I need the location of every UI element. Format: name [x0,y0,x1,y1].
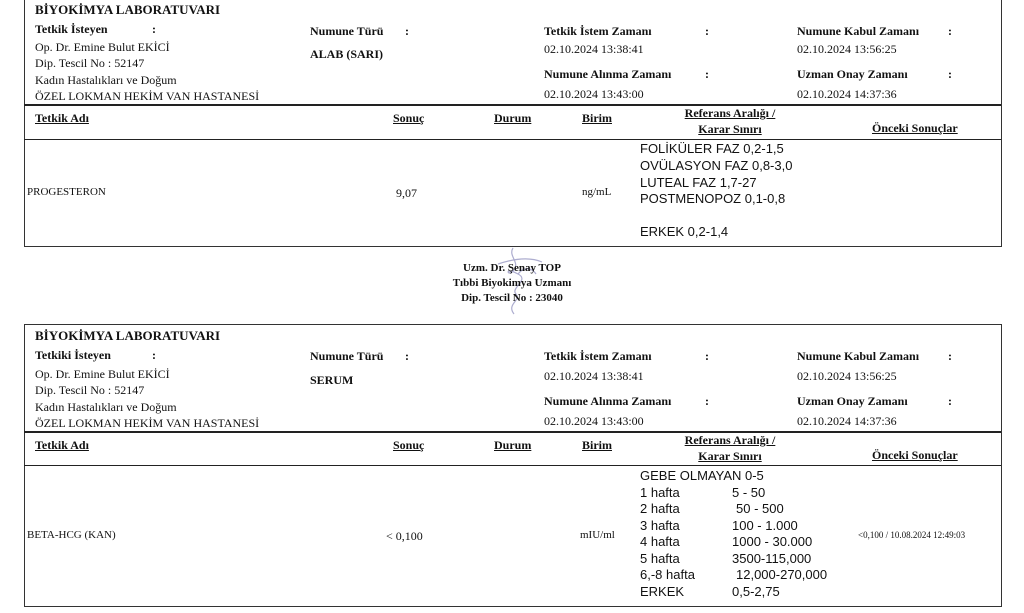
sample-type-label: Numune Türü [310,349,384,363]
approval-time-colon: : [948,67,952,81]
request-time-label: Tetkik İstem Zamanı [544,349,652,363]
request-time-colon: : [705,24,709,38]
row-previous: <0,100 / 10.08.2024 12:49:03 [858,530,966,540]
reference-range: 5 - 50 [732,485,766,500]
columns-divider [24,139,1001,140]
reference-range: 100 - 1.000 [732,518,798,533]
collection-time: 02.10.2024 13:43:00 [544,414,644,428]
col-result: Sonuç [393,111,425,125]
col-result: Sonuç [393,438,425,452]
reference-line: OVÜLASYON FAZ 0,8-3,0 [640,158,793,173]
header-divider [24,431,1001,433]
col-test-name: Tetkik Adı [35,438,89,452]
col-previous: Önceki Sonuçlar [872,121,958,135]
row-test-name: PROGESTERON [27,186,106,198]
reference-week: ERKEK [640,584,685,599]
reference-week: 6,-8 hafta [640,567,695,582]
acceptance-time-colon: : [948,349,952,363]
hospital: ÖZEL LOKMAN HEKİM VAN HASTANESİ [35,416,260,430]
request-time-colon: : [705,349,709,363]
collection-time-label: Numune Alınma Zamanı [544,67,672,81]
request-time: 02.10.2024 13:38:41 [544,369,644,383]
row-test-name: BETA-HCG (KAN) [27,529,116,541]
hospital: ÖZEL LOKMAN HEKİM VAN HASTANESİ [35,89,260,103]
reference-range: 3500-115,000 [732,551,812,566]
acceptance-time-label: Numune Kabul Zamanı [797,24,920,38]
col-unit: Birim [582,438,612,452]
reference-week: 1 hafta [640,485,680,500]
collection-time: 02.10.2024 13:43:00 [544,87,644,101]
reference-line: FOLİKÜLER FAZ 0,2-1,5 [640,141,784,156]
doctor-name: Op. Dr. Emine Bulut EKİCİ [35,40,170,54]
reference-range: 50 - 500 [736,501,784,516]
col-status: Durum [494,438,532,452]
reference-line: ERKEK 0,2-1,4 [640,224,729,239]
signer-name: Uzm. Dr. Şenay TOP [463,262,561,274]
col-unit: Birim [582,111,612,125]
sample-type: SERUM [310,373,354,387]
row-unit: ng/mL [582,186,612,198]
sample-type-colon: : [405,24,409,38]
reference-range: 1000 - 30.000 [732,534,813,549]
requester-label: Tetkik İsteyen [35,22,108,36]
sample-type: ALAB (SARI) [310,47,384,61]
dip-tescil: Dip. Tescil No : 52147 [35,383,145,397]
lab-title: BİYOKİMYA LABORATUVARI [35,328,221,343]
row-result: 9,07 [396,186,417,200]
reference-week: 3 hafta [640,518,680,533]
requester-label: Tetkiki İsteyen [35,348,111,362]
requester-colon: : [152,22,156,36]
row-unit: mIU/ml [580,529,615,541]
approval-time-label: Uzman Onay Zamanı [797,394,908,408]
reference-line: POSTMENOPOZ 0,1-0,8 [640,191,786,206]
acceptance-time-label: Numune Kabul Zamanı [797,349,920,363]
signer-title: Tıbbi Biyokimya Uzmanı [452,277,572,289]
sample-type-colon: : [405,349,409,363]
approval-time-colon: : [948,394,952,408]
col-reference-2: Karar Sınırı [698,122,762,136]
lab-title: BİYOKİMYA LABORATUVARI [35,2,221,17]
reference-week: 4 hafta [640,534,680,549]
approval-time-label: Uzman Onay Zamanı [797,67,908,81]
acceptance-time: 02.10.2024 13:56:25 [797,42,897,56]
approval-time: 02.10.2024 14:37:36 [797,87,897,101]
acceptance-time: 02.10.2024 13:56:25 [797,369,897,383]
columns-divider [24,465,1001,466]
sample-type-label: Numune Türü [310,24,384,38]
col-reference-1: Referans Aralığı / [684,106,776,120]
signer-dip: Dip. Tescil No : 23040 [461,292,563,304]
doctor-name: Op. Dr. Emine Bulut EKİCİ [35,367,170,381]
reference-week: 2 hafta [640,501,680,516]
acceptance-time-colon: : [948,24,952,38]
collection-time-colon: : [705,67,709,81]
reference-line: GEBE OLMAYAN 0-5 [640,468,764,483]
reference-range: 0,5-2,75 [732,584,780,599]
dip-tescil: Dip. Tescil No : 52147 [35,56,145,70]
request-time: 02.10.2024 13:38:41 [544,42,644,56]
approval-time: 02.10.2024 14:37:36 [797,414,897,428]
reference-line: LUTEAL FAZ 1,7-27 [640,175,757,190]
request-time-label: Tetkik İstem Zamanı [544,24,652,38]
collection-time-label: Numune Alınma Zamanı [544,394,672,408]
col-status: Durum [494,111,532,125]
col-reference-2: Karar Sınırı [698,449,762,463]
department: Kadın Hastalıkları ve Doğum [35,73,177,87]
col-test-name: Tetkik Adı [35,111,89,125]
col-previous: Önceki Sonuçlar [872,448,958,462]
col-reference-1: Referans Aralığı / [684,433,776,447]
reference-range: 12,000-270,000 [736,567,828,582]
header-divider [24,104,1001,106]
row-result: < 0,100 [386,529,423,543]
collection-time-colon: : [705,394,709,408]
department: Kadın Hastalıkları ve Doğum [35,400,177,414]
requester-colon: : [152,348,156,362]
reference-week: 5 hafta [640,551,680,566]
